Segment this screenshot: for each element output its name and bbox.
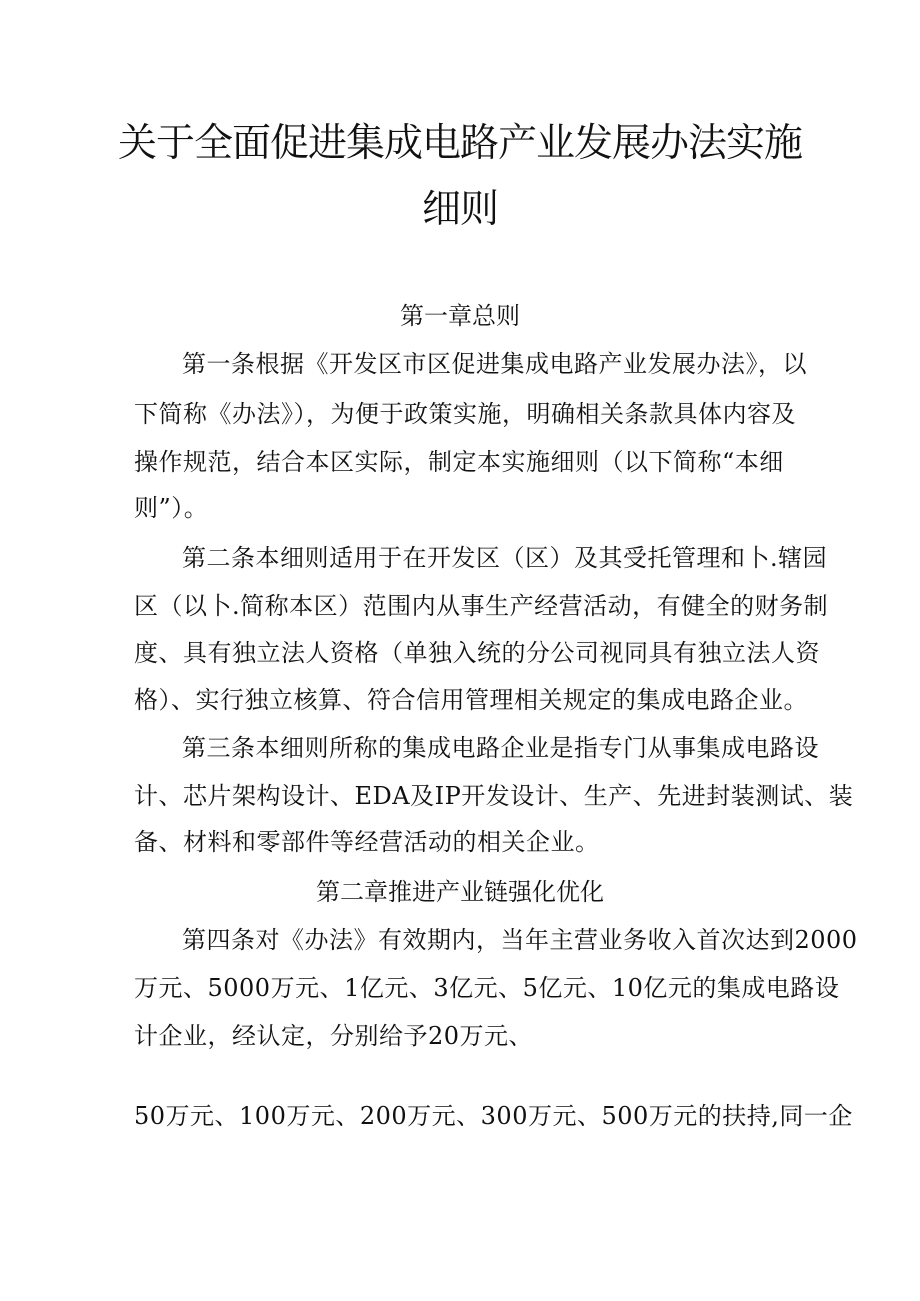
chapter-1-heading: 第一章总则 bbox=[400, 302, 520, 330]
article-3-line-2: 计、芯片架构设计、EDA及IP开发设计、生产、先进封装测试、装 bbox=[134, 782, 854, 810]
article-4-line-3: 计企业，经认定，分别给予20万元、 bbox=[134, 1022, 534, 1050]
article-1-line-2: 下简称《办法》），为便于政策实施，明确相关条款具体内容及 bbox=[134, 400, 796, 428]
article-3-line-3: 备、材料和零部件等经营活动的相关企业。 bbox=[134, 828, 600, 856]
document-title-line-2: 细则 bbox=[421, 187, 498, 232]
article-1-line-4: 则”）。 bbox=[134, 494, 209, 522]
article-4-line-2: 万元、5000万元、1亿元、3亿元、5亿元、10亿元的集成电路设 bbox=[134, 974, 840, 1002]
article-2-line-3: 度、具有独立法人资格（单独入统的分公司视同具有独立法人资 bbox=[134, 639, 820, 667]
article-4-line-4: 50万元、100万元、200万元、300万元、500万元的扶持,同一企 bbox=[134, 1102, 853, 1130]
article-2-line-4: 格）、实行独立核算、符合信用管理相关规定的集成电路企业。 bbox=[134, 686, 808, 714]
article-2-line-2: 区（以卜.简称本区）范围内从事生产经营活动，有健全的财务制 bbox=[134, 592, 829, 620]
document-title-line-1: 关于全面促进集成电路产业发展办法实施 bbox=[117, 121, 802, 166]
article-1-line-3: 操作规范，结合本区实际，制定本实施细则（以下简称“本细 bbox=[134, 448, 784, 476]
article-3-line-1: 第三条本细则所称的集成电路企业是指专门从事集成电路设 bbox=[182, 734, 819, 762]
article-1-line-1: 第一条根据《开发区市区促进集成电路产业发展办法》，以 bbox=[182, 350, 807, 378]
article-4-line-1: 第四条对《办法》有效期内，当年主营业务收入首次达到2000 bbox=[182, 926, 858, 954]
chapter-2-heading: 第二章推进产业链强化优化 bbox=[316, 878, 604, 906]
article-2-line-1: 第二条本细则适用于在开发区（区）及其受托管理和卜.辖园 bbox=[182, 544, 828, 572]
